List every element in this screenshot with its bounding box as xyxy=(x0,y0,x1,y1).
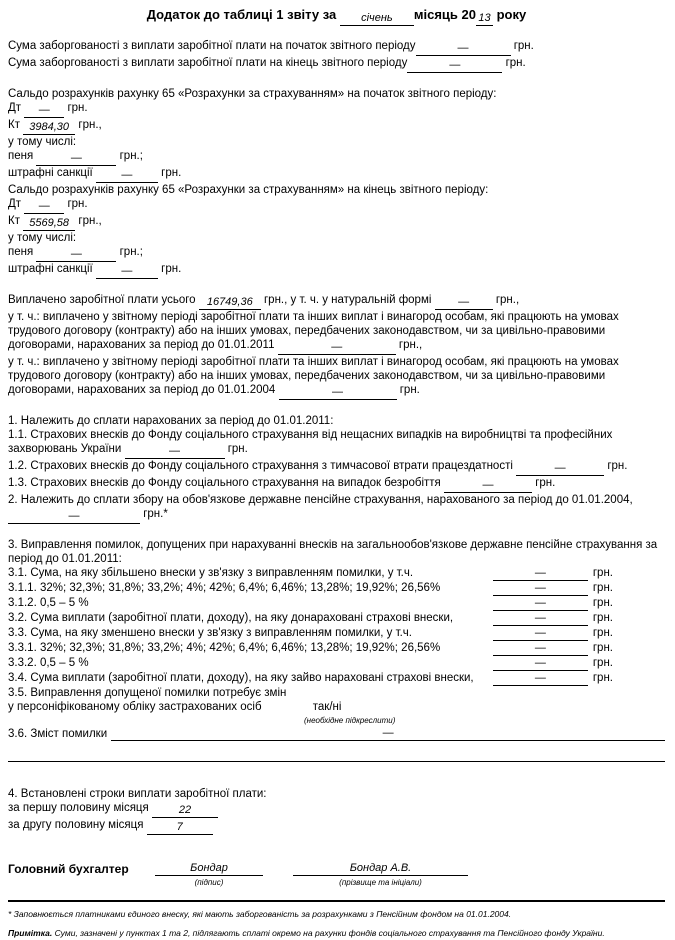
currency-label: грн. xyxy=(505,57,526,69)
dt-label: Дт xyxy=(8,198,22,210)
section-2-line xyxy=(8,493,665,524)
item-3-3-1-text: 3.3.1. 32%; 32,3%; 31,8%; 33,2%; 4%; 42%; 6,4%; 6,46%; 13,28%; 19,92%; 26,56% xyxy=(8,642,441,654)
dt-label: Дт xyxy=(8,102,22,114)
paid-natural-field[interactable]: — xyxy=(435,297,493,310)
item-1-2-line xyxy=(8,459,665,476)
signature-caption: (підпис) xyxy=(194,878,224,887)
currency-label: грн. xyxy=(592,657,613,669)
saldo-start-dt-line xyxy=(8,101,665,118)
currency-label: грн. xyxy=(592,567,613,579)
item-3-3-2-row xyxy=(8,656,665,671)
item-1-3-line xyxy=(8,476,665,493)
currency-label: грн. xyxy=(161,167,182,179)
fines-label: штрафні санкції xyxy=(8,167,93,179)
including-label: у тому числі: xyxy=(8,232,77,244)
saldo-end-penalty-line xyxy=(8,245,665,262)
accountant-role-label: Головний бухгалтер xyxy=(8,862,129,876)
paid-2011-paragraph xyxy=(8,310,665,355)
footnote-note xyxy=(8,927,665,940)
currency-label: грн. xyxy=(592,612,613,624)
paid-wages-block xyxy=(8,293,665,400)
item-3-5-line-2 xyxy=(8,700,665,714)
saldo-start-block xyxy=(8,87,665,279)
item-3-3-1-row xyxy=(8,641,665,656)
item-1-1-text: 1.1. Страхових внесків до Фонду соціального страхування від нещасних випадків на виробництві та професійних захворювань України xyxy=(8,429,613,455)
currency-label: грн. xyxy=(399,384,420,396)
penalty-label: пеня xyxy=(8,246,34,258)
section-3-header: 3. Виправлення помилок, допущених при нарахуванні внесків на загальнообов'язкове державне пенсійне страхування за період до 01.01.2011: xyxy=(8,539,658,565)
item-3-1-1-text: 3.1.1. 32%; 32,3%; 31,8%; 33,2%; 4%; 42%; 6,4%; 6,46%; 13,28%; 19,92%; 26,56% xyxy=(8,582,441,594)
currency-label: грн. xyxy=(535,477,556,489)
paid-2011-field[interactable]: — xyxy=(278,342,396,355)
saldo-end-header: Сальдо розрахунків рахунку 65 «Розрахунки за страхуванням» на кінець звітного періоду: xyxy=(8,184,489,196)
item-3-1-1-row xyxy=(8,581,665,596)
debt-end-line xyxy=(8,56,665,73)
debt-start-field[interactable]: — xyxy=(416,43,511,56)
currency-label: грн.; xyxy=(119,150,143,162)
footnote-note-text: Суми, зазначені у пунктах 1 та 2, підлягають сплаті окремо на рахунки фондів соціального страхування та Пенсійного фонду України. xyxy=(54,928,605,938)
paid-2004-field[interactable]: — xyxy=(279,387,397,400)
item-3-1-row xyxy=(8,566,665,581)
saldo-end-penalty-field[interactable]: — xyxy=(36,249,116,262)
section-3-block xyxy=(8,538,665,762)
fines-label: штрафні санкції xyxy=(8,263,93,275)
currency-label: грн.* xyxy=(143,508,168,520)
item-3-6-field[interactable]: — xyxy=(111,728,665,741)
currency-label: грн. xyxy=(67,102,88,114)
saldo-end-fines-field[interactable]: — xyxy=(96,266,158,279)
paid-total-field[interactable]: 16749,36 xyxy=(199,297,261,310)
first-half-field[interactable]: 22 xyxy=(152,805,218,818)
signature-block xyxy=(155,862,263,887)
second-half-field[interactable]: 7 xyxy=(147,822,213,835)
first-half-label: за першу половину місяця xyxy=(8,802,149,814)
first-half-line xyxy=(8,801,665,818)
section-4-block xyxy=(8,787,665,835)
footnote-note-label: Примітка. xyxy=(8,928,53,938)
title-text-month-year: місяць 20 xyxy=(413,7,476,22)
item-1-2-text: 1.2. Страхових внесків до Фонду соціального страхування з тимчасової втрати працездатності xyxy=(8,460,513,472)
item-3-6-text: 3.6. Зміст помилки xyxy=(8,728,108,740)
currency-label: грн. xyxy=(513,40,534,52)
section-2-text: 2. Належить до сплати збору на обов'язкове державне пенсійне страхування, нарахованого за період до 01.01.2004, xyxy=(8,494,633,506)
saldo-end-kt-line xyxy=(8,214,665,231)
currency-label: грн., xyxy=(495,294,520,306)
currency-label: грн. xyxy=(592,672,613,684)
item-3-1-field[interactable]: — xyxy=(493,568,588,581)
currency-label: грн., xyxy=(398,339,423,351)
paid-total-line xyxy=(8,293,665,310)
debt-start-line xyxy=(8,39,665,56)
item-1-3-field[interactable]: — xyxy=(444,480,532,493)
currency-label: грн., xyxy=(78,215,102,227)
section-1-block xyxy=(8,414,665,524)
item-3-2-field[interactable]: — xyxy=(493,613,588,626)
item-3-3-row xyxy=(8,626,665,641)
saldo-start-penalty-field[interactable]: — xyxy=(36,153,116,166)
item-1-1-line xyxy=(8,428,665,459)
item-3-1-1-field[interactable]: — xyxy=(493,583,588,596)
saldo-start-kt-field[interactable]: 3984,30 xyxy=(23,122,75,135)
item-3-3-1-field[interactable]: — xyxy=(493,643,588,656)
paid-2004-text: у т. ч.: виплачено у звітному періоді заробітної плати та інших виплат і винагород особам, які працюють на умовах трудового договору (контракту) або на інших умовах, передбачених законодавством, чи за цивільно-правовими договорами, нарахованих за період до 01.01.2004 xyxy=(8,356,619,396)
saldo-start-kt-line xyxy=(8,118,665,135)
title-year-field[interactable]: 13 xyxy=(476,13,493,26)
item-3-2-row xyxy=(8,611,665,626)
yes-no-choice[interactable]: так/ні xyxy=(312,701,342,713)
section-1-header: 1. Належить до сплати нарахованих за період до 01.01.2011: xyxy=(8,415,334,427)
second-half-label: за другу половину місяця xyxy=(8,819,144,831)
item-3-1-2-row xyxy=(8,596,665,611)
name-block xyxy=(293,862,468,887)
currency-label: грн. xyxy=(592,642,613,654)
name-field[interactable]: Бондар А.В. xyxy=(293,862,468,876)
paid-natural-label: грн., у т. ч. у натуральній формі xyxy=(263,294,432,306)
item-3-4-field[interactable]: — xyxy=(493,673,588,686)
item-3-1-2-text: 3.1.2. 0,5 – 5 % xyxy=(8,597,89,609)
second-half-line xyxy=(8,818,665,835)
currency-label: грн. xyxy=(592,582,613,594)
name-caption: (прізвище та ініціали) xyxy=(339,878,422,887)
section-2-field[interactable]: — xyxy=(8,511,140,524)
item-3-2-text: 3.2. Сума виплати (заробітної плати, доходу), на яку донараховані страхові внески, xyxy=(8,612,454,624)
title-text-before-month: Додаток до таблиці 1 звіту за xyxy=(146,7,337,22)
footnote-separator xyxy=(8,900,665,902)
currency-label: грн. xyxy=(227,443,248,455)
paid-2011-text: у т. ч.: виплачено у звітному періоді заробітної плати та інших виплат і винагород особам, які працюють на умовах трудового договору (контракту) або на інших умовах, передбачених законодавством, чи за цивільно-правовими договорами, нарахованих за період до 01.01.2011 xyxy=(8,311,619,351)
title-month-field[interactable]: січень xyxy=(340,13,414,26)
kt-label: Кт xyxy=(8,215,20,227)
saldo-start-fines-field[interactable]: — xyxy=(96,170,158,183)
item-3-6-line xyxy=(8,727,665,741)
currency-label: грн., xyxy=(78,119,102,131)
item-3-1-text: 3.1. Сума, на яку збільшено внески у зв'язку з виправленням помилки, у т.ч. xyxy=(8,567,414,579)
debt-end-label: Сума заборгованості з виплати заробітної плати на кінець звітного періоду xyxy=(8,57,408,69)
item-1-2-field[interactable]: — xyxy=(516,463,604,476)
saldo-start-dt-field[interactable]: — xyxy=(24,105,64,118)
debt-end-field[interactable]: — xyxy=(407,60,502,73)
item-3-5-line-1: 3.5. Виправлення допущеної помилки потребує змін xyxy=(8,687,287,699)
item-1-1-field[interactable]: — xyxy=(125,446,225,459)
including-label: у тому числі: xyxy=(8,136,77,148)
saldo-end-dt-line xyxy=(8,197,665,214)
saldo-start-header: Сальдо розрахунків рахунку 65 «Розрахунки за страхуванням» на початок звітного періоду: xyxy=(8,88,497,100)
penalty-label: пеня xyxy=(8,150,34,162)
item-3-3-field[interactable]: — xyxy=(493,628,588,641)
item-3-3-2-text: 3.3.2. 0,5 – 5 % xyxy=(8,657,89,669)
item-1-3-text: 1.3. Страхових внесків до Фонду соціального страхування на випадок безробіття xyxy=(8,477,441,489)
currency-label: грн.; xyxy=(119,246,143,258)
currency-label: грн. xyxy=(161,263,182,275)
currency-label: грн. xyxy=(592,597,613,609)
saldo-end-dt-field[interactable]: — xyxy=(24,201,64,214)
saldo-start-penalty-line xyxy=(8,149,665,166)
item-3-3-2-field[interactable]: — xyxy=(493,658,588,671)
signature-field[interactable]: Бондар xyxy=(155,862,263,876)
item-3-4-row xyxy=(8,671,665,686)
kt-label: Кт xyxy=(8,119,20,131)
currency-label: грн. xyxy=(607,460,628,472)
item-3-3-text: 3.3. Сума, на яку зменшено внески у зв'язку з виправленням помилки, у т.ч. xyxy=(8,627,412,639)
signature-row xyxy=(8,862,665,887)
form-title xyxy=(8,7,665,26)
paid-2004-paragraph xyxy=(8,355,665,400)
currency-label: грн. xyxy=(592,627,613,639)
underline-instruction-note: (необхідне підкреслити) xyxy=(304,716,396,725)
item-3-5-text: у персоніфікованому обліку застрахованих осіб xyxy=(8,701,262,713)
currency-label: грн. xyxy=(67,198,88,210)
debt-start-label: Сума заборгованості з виплати заробітної плати на початок звітного періоду xyxy=(8,40,416,52)
saldo-end-fines-line xyxy=(8,262,665,279)
item-3-6-continuation-line[interactable] xyxy=(8,741,665,762)
section-4-header: 4. Встановлені строки виплати заробітної плати: xyxy=(8,788,267,800)
saldo-end-kt-field[interactable]: 5569,58 xyxy=(23,218,75,231)
item-3-1-2-field[interactable]: — xyxy=(493,598,588,611)
paid-total-label: Виплачено заробітної плати усього xyxy=(8,294,196,306)
item-3-4-text: 3.4. Сума виплати (заробітної плати, доходу), на яку зайво нараховані страхові внески, xyxy=(8,672,474,684)
footnote-star: * Заповнюється платниками єдиного внеску, які мають заборгованість за розрахунками з Пенсійним фондом на 01.01.2004. xyxy=(8,909,512,919)
saldo-start-fines-line xyxy=(8,166,665,183)
title-text-after-year: року xyxy=(496,7,527,22)
